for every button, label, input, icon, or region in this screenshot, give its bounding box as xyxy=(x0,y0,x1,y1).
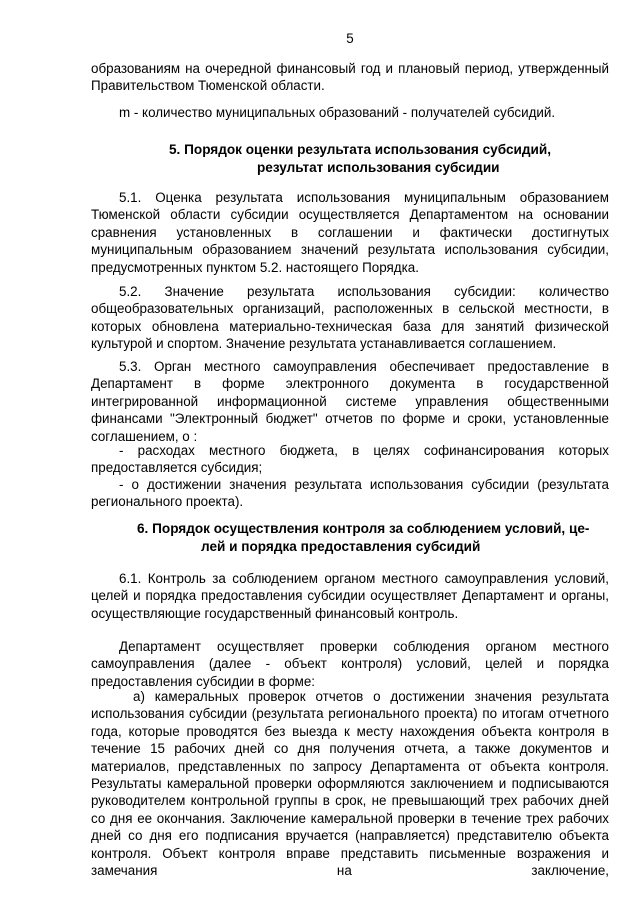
paragraph-5-3-item-b: - о достижении значения результата использования субсидии (результата регионального проекта). xyxy=(91,477,609,510)
section-6-heading-line2: лей и порядка предоставления субсидий xyxy=(201,539,481,554)
paragraph-m-definition: m - количество муниципальных образований - получателей субсидий. xyxy=(119,105,556,120)
paragraph-6-1-item-a: а) камеральных проверок отчетов о достижении значения результата использования субсидии (результата регионального проекта) по итогам отчетного года, которые проводятся без выезда к месту нахождения объекта контроля в течение 15 рабочих дней со дня получения отчета, а также документов и материалов, представленных по запросу Департамента от объекта контроля. Результаты камеральной проверки оформляются заключением и подписываются руководителем контрольной группы в срок, не превышающий трех рабочих дней со дня ее окончания. Заключение камеральной проверки в течение трех рабочих дней со дня его подписания вручается (направляется) представителю объекта контроля. Объект контроля вправе представить письменные возражения и замечания на заключение, xyxy=(91,689,609,879)
paragraph-5-3-item-a: - расходах местного бюджета, в целях софинансирования которых предоставляется субсидия; xyxy=(91,443,609,476)
paragraph-5-3: 5.3. Орган местного самоуправления обеспечивает предоставление в Департамент в форме электронного документа в государственной интегрированной информационной системе управления общественными финансами "Электронный бюджет" отчетов по форме и сроки, установленные соглашением, о : xyxy=(91,359,609,444)
section-5-heading xyxy=(169,141,640,177)
section-6-heading-line1: 6. Порядок осуществления контроля за соблюдением условий, це- xyxy=(137,521,590,536)
section-6-heading xyxy=(137,520,607,556)
paragraph-intro: образованиям на очередной финансовый год и плановый период, утвержденный Правительством Тюменской области. xyxy=(91,61,609,94)
page-number: 5 xyxy=(346,31,354,46)
section-5-heading-line1: 5. Порядок оценки результата использования субсидий, xyxy=(169,142,551,157)
section-5-heading-line2: результат использования субсидии xyxy=(257,160,500,175)
paragraph-5-2: 5.2. Значение результата использования субсидии: количество общеобразовательных организаций, расположенных в сельской местности, в которых обновлена материально-техническая база для занятий физической культурой и спортом. Значение результата устанавливается соглашением. xyxy=(91,284,609,352)
paragraph-5-1: 5.1. Оценка результата использования муниципальным образованием Тюменской области субсидии осуществляется Департаментом на основании сравнения установленных в соглашении и фактически достигнутых муниципальным образованием значений результата использования субсидии, предусмотренных пунктом 5.2. настоящего Порядка. xyxy=(91,190,609,275)
paragraph-6-1-inspections: Департамент осуществляет проверки соблюдения органом местного самоуправления (далее - объект контроля) условий, целей и порядка предоставления субсидии в форме: xyxy=(91,639,609,689)
paragraph-6-1: 6.1. Контроль за соблюдением органом местного самоуправления условий, целей и порядка предоставления субсидии осуществляет Департамент и органы, осуществляющие государственный финансовый контроль. xyxy=(91,571,609,621)
